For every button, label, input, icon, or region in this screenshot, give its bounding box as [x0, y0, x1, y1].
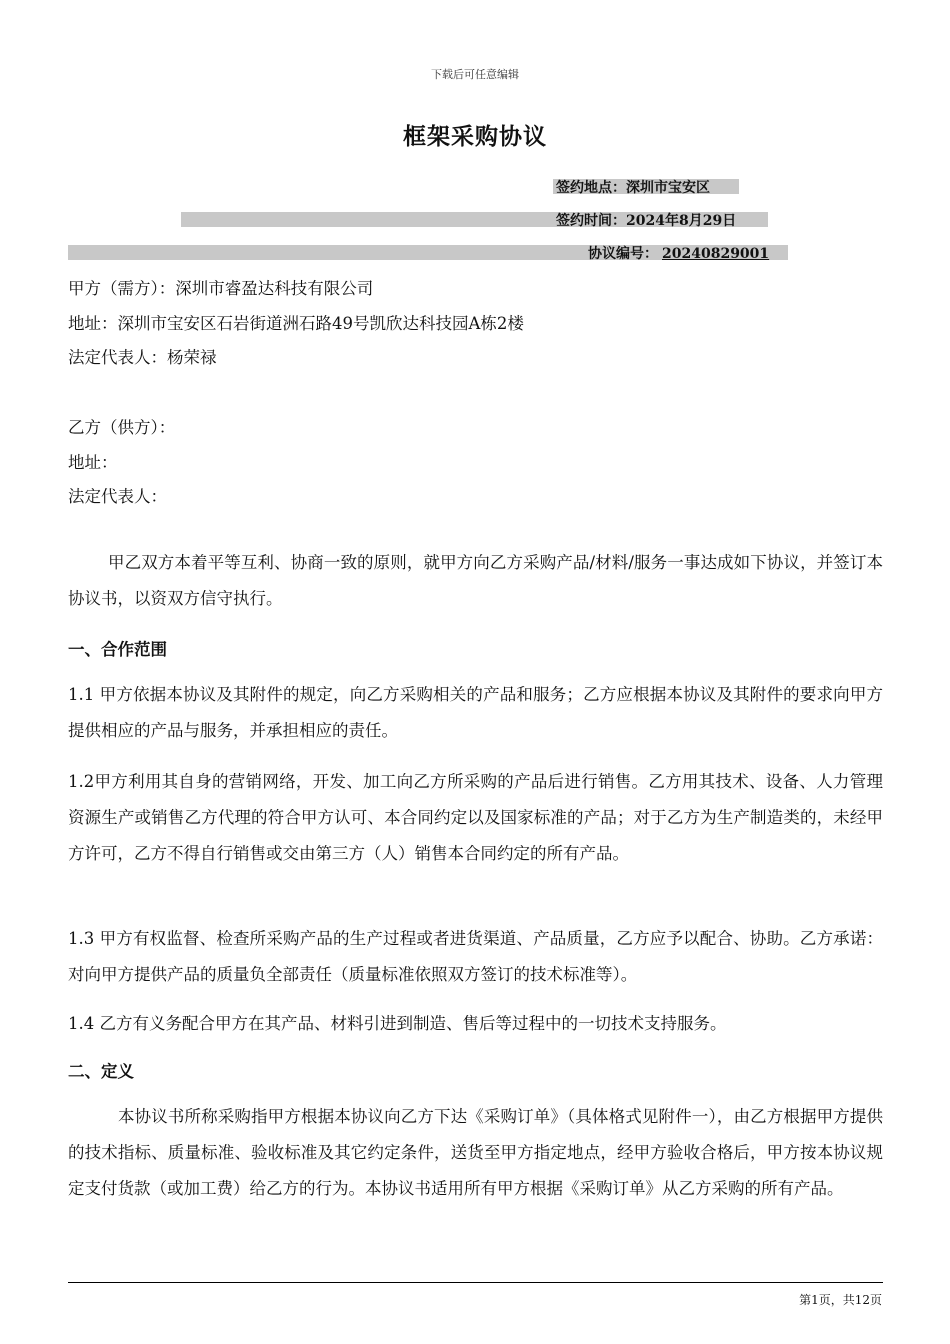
agreement-number [588, 243, 783, 263]
party-a-rep: 法定代表人：杨荣禄 [68, 348, 217, 367]
section-2-heading: 二、定义 [68, 1062, 134, 1081]
definition-paragraph: 本协议书所称采购指甲方根据本协议向乙方下达《采购订单》（具体格式见附件一），由乙方根据甲方提供的技术指标、质量标准、验收标准及其它约定条件，送货至甲方指定地点，经甲方验收合格后，甲方按本协议规定支付货款（或加工费）给乙方的行为。本协议书适用所有甲方根据《采购订单》从乙方采购的所有产品。 [68, 1107, 883, 1198]
page-number: 第1页，共12页 [799, 1293, 882, 1307]
party-a-name: 甲方（需方）：深圳市睿盈达科技有限公司 [68, 279, 374, 298]
party-b-rep: 法定代表人： [68, 487, 167, 506]
party-b-address: 地址： [68, 453, 118, 472]
party-a-address: 地址：深圳市宝安区石岩街道洲石路49号凯欣达科技园A栋2楼 [68, 314, 524, 333]
signing-place [556, 177, 710, 197]
clause-1-4: 1.4 乙方有义务配合甲方在其产品、材料引进到制造、售后等过程中的一切技术支持服务。 [68, 1014, 727, 1033]
signing-time [556, 210, 736, 230]
section-1-heading: 一、合作范围 [68, 640, 167, 659]
footer-rule [68, 1282, 883, 1283]
signing-place-value: 深圳市宝安区 [626, 180, 710, 196]
header-note: 下载后可任意编辑 [431, 68, 519, 81]
agreement-number-label: 协议编号： [588, 246, 658, 262]
signing-place-label: 签约地点： [556, 180, 626, 196]
clause-1-1: 1.1 甲方依据本协议及其附件的规定，向乙方采购相关的产品和服务；乙方应根据本协议及其附件的要求向甲方提供相应的产品与服务，并承担相应的责任。 [68, 685, 883, 740]
clause-1-2: 1.2甲方利用其自身的营销网络，开发、加工向乙方所采购的产品后进行销售。乙方用其技术、设备、人力管理资源生产或销售乙方代理的符合甲方认可、本合同约定以及国家标准的产品；对于乙方为生产制造类的，未经甲方许可，乙方不得自行销售或交由第三方（人）销售本合同约定的所有产品。 [68, 772, 883, 863]
document-title: 框架采购协议 [403, 123, 547, 150]
clause-1-3: 1.3 甲方有权监督、检查所采购产品的生产过程或者进货渠道、产品质量，乙方应予以配合、协助。乙方承诺：对向甲方提供产品的质量负全部责任（质量标准依照双方签订的技术标准等）。 [68, 929, 883, 984]
signing-time-label: 签约时间： [556, 213, 626, 229]
agreement-number-value: 20240829001 [662, 246, 770, 262]
intro-paragraph: 甲乙双方本着平等互利、协商一致的原则，就甲方向乙方采购产品/材料/服务一事达成如下协议，并签订本协议书，以资双方信守执行。 [68, 553, 883, 608]
signing-time-value: 2024年8月29日 [626, 213, 737, 229]
party-b-name: 乙方（供方）： [68, 418, 176, 437]
